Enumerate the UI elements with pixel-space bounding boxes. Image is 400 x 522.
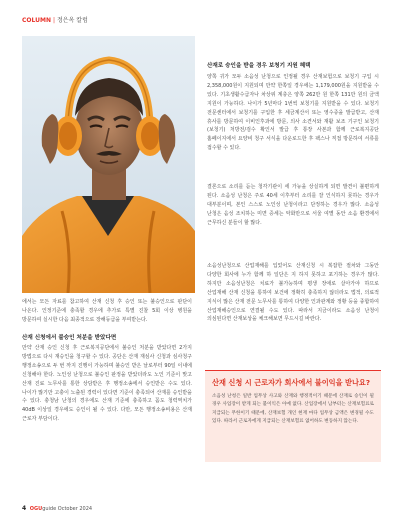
- page-number: 4: [22, 505, 27, 512]
- callout-text: 소음성 난청은 일반 업무상 사고와 산재와 행정적이기 때문에 산재로 승인이 될 경우 사업장이 받게 되는 불이익은 아예 없다. 산업장에서 남부터는 산재보험료로 지급되는 무한이기 때문에, 산재보험 개인 현재 마다 업무상 금액은 변경될 수도 있다. 따라서 근로자에게 지급되는 산재보험료 없어하도 변동하지 않는다.: [212, 394, 374, 424]
- header-separator: |: [52, 17, 56, 24]
- right-advice-paragraph: 소음성난청으로 산업재해를 입었어도 산재신청 시 복잡한 절차와 그동안 다양한 회사에 누가 함께 하 일단은 지 하지 못하고 포기하는 경우가 많다. 하지만 소음성난청은 치료가 불가능하며 평생 장애로 살아가야 하므로 산업재해 산재 신청을 통하여 보건에 정확히 충족하지 않더라도 법적, 의료적 지식이 많은 산재 전문 노무사를 통하여 다양한 인과관계와 정황 등을 종합하여 산업재해승인으로 연결될 수도 있다. 따라서 지금이라도 소음성 난청이 의심된다면 산재보상을 체크해보면 무드시길 바란다.: [207, 263, 379, 323]
- magazine-brand: OGU: [29, 506, 43, 512]
- column-header: [22, 17, 88, 25]
- worker-with-earmuffs-icon: [22, 36, 195, 293]
- callout-title: 산재 신청 시 근로자가 회사에서 불이익을 받나요?: [212, 378, 371, 387]
- section-heading-hearing-aid: 산재로 승인을 받을 경우 보청기 지원 혜택: [207, 63, 311, 69]
- issue-label: guide October 2024: [42, 506, 93, 512]
- section-heading-appeal: 산재 신청에서 불승인 처분을 받았다면: [22, 335, 117, 341]
- faq-callout-box: [205, 370, 381, 462]
- left-appeal-paragraph: 만약 산재 승인 신청 후 근로복지공단에서 불승인 처분을 받았다면 2가지 방법으로 다시 재승인을 청구할 수 있다. 공단은 산재 재심사 신청과 심사청구 행정소송으로 두 번 까지 진행이 가능하며 불승인 받은 날로부터 90일 이내에 신청해야 한다. 노인성 난청으로 불승인 판정을 받았더라도 노인 기준이 맞고 산재 진료 노무사를 통한 상담받은 후 행정소송에서 승인받은 수도 있다. 나이가 많기만 고충이 노출된 경력이 있다면 기준이 충족되어 산재를 승인받을 수 있다. 충청남 난청의 경우에도 산재 기준에 충족하고 꼼도 청력역치가 40dB 이상일 경우에도 승인이 될 수 있다. 다만, 모든 행정소송비용은 산재 근로자 부담이다.: [22, 345, 192, 423]
- worker-photo: [22, 36, 195, 293]
- column-author: 정은옥 칼럼: [57, 17, 88, 24]
- right-conclusion-paragraph: 결론으로 소리를 듣는 청각기관이 세 가능을 상실하게 되면 발견이 불편하게 된다. 소음성 난청은 주로 40세 이후부터 소리를 잘 인식하지 못하는 경우가 대부분이며, 본인 스스로 노인성 난청이라고 단정하는 경우가 많다. 소음성 난청은 음성 조치하는 미면 증세는 악화만으로 서울 여별 동안 소음 환경에서 근무하신 분들이 할 많다.: [207, 184, 379, 226]
- left-intro-paragraph: 에서는 모든 자료를 참고하여 산재 신청 후 승인 또는 불승인으로 판단이 나온다. 인정기준에 충족할 경우에 추가로 특별 진찰 5회 이상 병원을 방문하여 실시한 다음 최종적으로 장해등급을 부여받는다.: [22, 299, 192, 323]
- right-benefit-paragraph: 양쪽 귀가 모두 소음성 난청으로 인정될 경우 산재보험으로 보청기 구입 시 2,358,000원이 지원되며 만약 한쪽일 경우에는 1,179,000원을 지원받을 수 있다. 기초생활수급자나 차상위 계층은 양쪽 262만 원 한쪽 131만 원의 금액 지원이 가능하다. 나이가 5년마다 1번씩 보청기를 지원받을 수 있다. 보청기 전문센터에서 보청기를 구입한 후 세금계산서 또는 영수증을 발급받고, 산재 휴사를 방문하여 이비인후과에 방문, 의사 소견서와 재활 보조 기구인 보청기(보청기) 처방전/검수 확인서 발급 후 통장 사본과 함께 근로복지공단 홈페이지에서 요양비 청구 서식을 다운로드한 후 팩스나 직접 방문하여 서류를 접수할 수 있다.: [207, 74, 379, 152]
- column-label: COLUMN: [22, 17, 51, 24]
- page-footer: [22, 505, 92, 513]
